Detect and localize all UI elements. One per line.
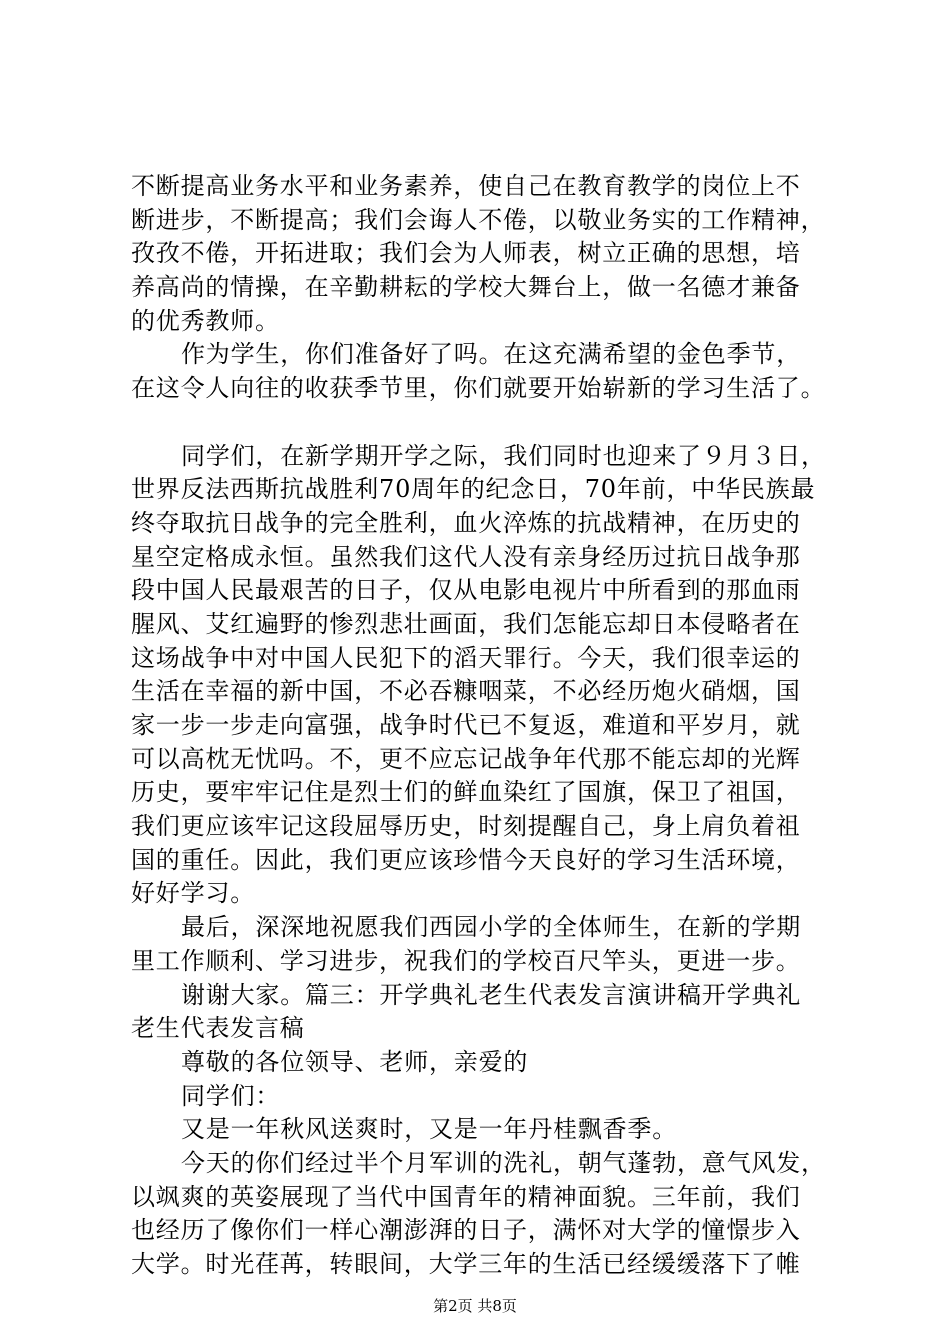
- paragraph-start-line: 今天的你们经过半个月军训的洗礼，朝气蓬勃，意气风发，: [181, 1148, 826, 1177]
- salutation-line: 尊敬的各位领导、老师，亲爱的: [181, 1047, 529, 1076]
- text-line: 不断提高业务水平和业务素养，使自己在教育教学的岗位上不: [131, 172, 801, 200]
- text-line: 段中国人民最艰苦的日子，仅从电影电视片中所看到的那血雨: [131, 576, 801, 605]
- text-line: 腥风、艾红遍野的惨烈悲壮画面，我们怎能忘却日本侵略者在: [131, 609, 801, 638]
- text-line: 我们更应该牢记这段屈辱历史，时刻提醒自己，身上肩负着祖: [131, 812, 801, 841]
- salutation-line: 同学们：: [181, 1081, 281, 1110]
- text-line: 在这令人向往的收获季节里，你们就要开始崭新的学习生活了。: [131, 374, 826, 403]
- paragraph-start-line: 同学们，在新学期开学之际，我们同时也迎来了９月３日，: [181, 441, 826, 470]
- paragraph-gap: [131, 406, 831, 440]
- text-line: 大学。时光荏苒，转眼间，大学三年的生活已经缓缓落下了帷: [131, 1250, 801, 1278]
- text-line: 断进步，不断提高；我们会诲人不倦，以敬业务实的工作精神，: [131, 205, 826, 234]
- text-line: 终夺取抗日战争的完全胜利，血火淬炼的抗战精神，在历史的: [131, 508, 801, 537]
- text-line: 这场战争中对中国人民犯下的滔天罪行。今天，我们很幸运的: [131, 643, 801, 672]
- text-line: 老生代表发言稿: [131, 1014, 305, 1043]
- page-number-footer: 第2页 共8页: [433, 1297, 517, 1315]
- text-line: 世界反法西斯抗战胜利70周年的纪念日，70年前，中华民族最: [131, 475, 816, 504]
- paragraph-start-line: 谢谢大家。篇三：开学典礼老生代表发言演讲稿开学典礼: [181, 980, 801, 1009]
- text-line: 也经历了像你们一样心潮澎湃的日子，满怀对大学的憧憬步入: [131, 1216, 801, 1245]
- text-line: 里工作顺利、学习进步，祝我们的学校百尺竿头，更进一步。: [131, 946, 801, 975]
- text-line: 孜孜不倦，开拓进取；我们会为人师表，树立正确的思想，培: [131, 239, 801, 268]
- text-line: 养高尚的情操，在辛勤耕耘的学校大舞台上，做一名德才兼备: [131, 273, 801, 302]
- paragraph-start-line: 又是一年秋风送爽时，又是一年丹桂飘香季。: [181, 1115, 677, 1144]
- text-line: 好好学习。: [131, 879, 255, 908]
- text-line: 历史，要牢牢记住是烈士们的鲜血染红了国旗，保卫了祖国，: [131, 778, 801, 807]
- paragraph-start-line: 最后，深深地祝愿我们西园小学的全体师生，在新的学期: [181, 913, 801, 942]
- text-line: 生活在幸福的新中国，不必吞糠咽菜，不必经历炮火硝烟，国: [131, 677, 801, 706]
- text-line: 以飒爽的英姿展现了当代中国青年的精神面貌。三年前，我们: [131, 1182, 801, 1211]
- text-line: 的优秀教师。: [131, 306, 280, 335]
- text-line: 可以高枕无忧吗。不，更不应忘记战争年代那不能忘却的光辉: [131, 744, 801, 773]
- document-body: [131, 170, 831, 1282]
- text-line: 家一步一步走向富强，战争时代已不复返，难道和平岁月，就: [131, 711, 801, 739]
- text-line: 国的重任。因此，我们更应该珍惜今天良好的学习生活环境，: [131, 845, 801, 874]
- text-line: 星空定格成永恒。虽然我们这代人没有亲身经历过抗日战争那: [131, 542, 801, 571]
- paragraph-start-line: 作为学生，你们准备好了吗。在这充满希望的金色季节，: [181, 340, 801, 369]
